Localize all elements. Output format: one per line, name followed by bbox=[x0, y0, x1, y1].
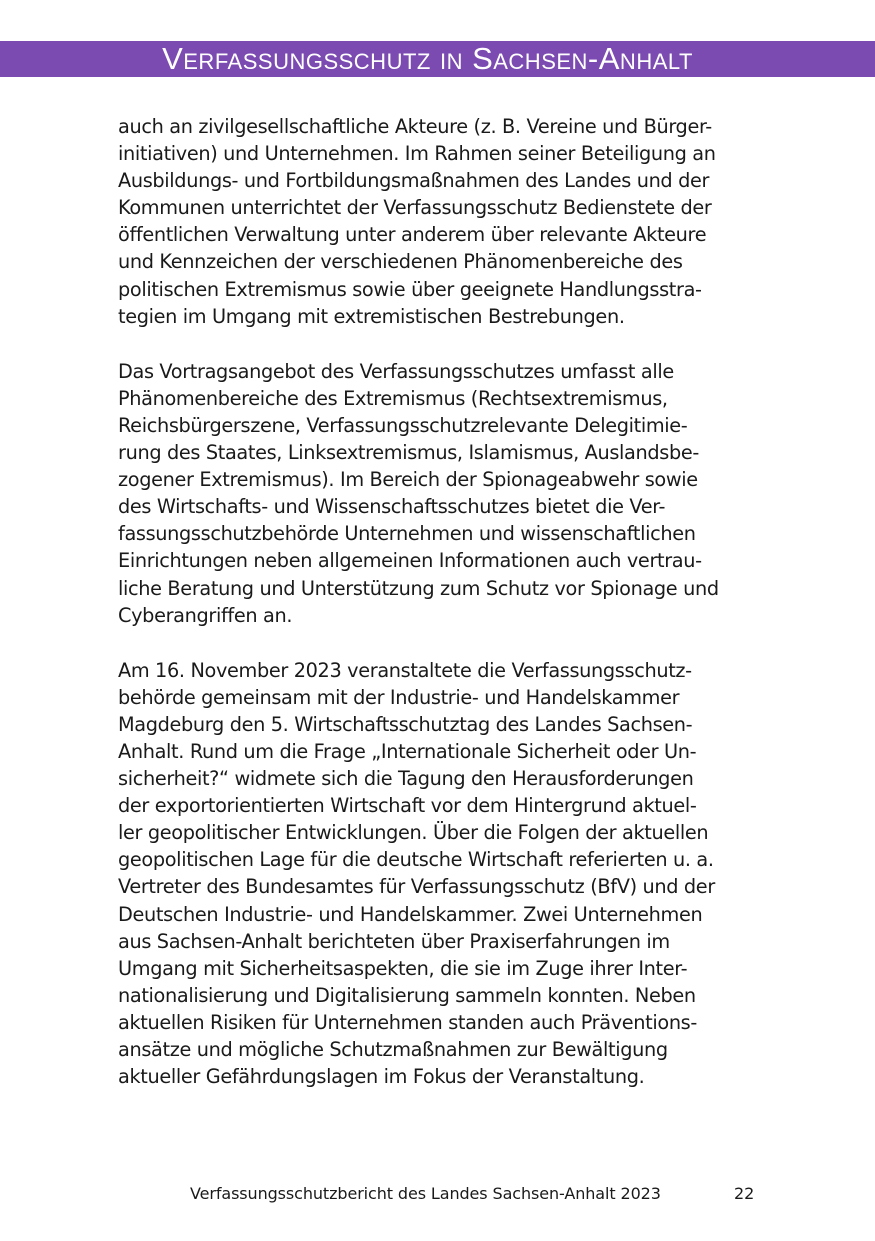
text-line: Kommunen unterrichtet der Verfassungsschutz Bedienstete der bbox=[118, 196, 712, 220]
text-line: Am 16. November 2023 veranstaltete die Verfassungsschutz- bbox=[118, 658, 692, 682]
header-bar bbox=[0, 41, 875, 77]
text-line: Vertreter des Bundesamtes für Verfassungsschutz (BfV) und der bbox=[118, 875, 715, 899]
text-line: aus Sachsen-Anhalt berichteten über Praxiserfahrungen im bbox=[118, 929, 670, 953]
page-footer bbox=[0, 1183, 875, 1207]
text-line: tegien im Umgang mit extremistischen Bestrebungen. bbox=[118, 304, 625, 328]
text-line: ler geopolitischer Entwicklungen. Über die Folgen der aktuellen bbox=[118, 821, 709, 845]
text-line: nationalisierung und Digitalisierung sammeln konnten. Neben bbox=[118, 983, 696, 1007]
text-line: Phänomenbereiche des Extremismus (Rechtsextremismus, bbox=[118, 386, 668, 410]
text-line: liche Beratung und Unterstützung zum Schutz vor Spionage und bbox=[118, 576, 719, 600]
text-line: Umgang mit Sicherheitsaspekten, die sie im Zuge ihrer Inter- bbox=[118, 956, 688, 980]
paragraph-3 bbox=[118, 657, 758, 1091]
text-line: rung des Staates, Linksextremismus, Islamismus, Auslandsbe- bbox=[118, 441, 699, 465]
text-line: geopolitischen Lage für die deutsche Wirtschaft referierten u. a. bbox=[118, 848, 714, 872]
text-line: zogener Extremismus). Im Bereich der Spionageabwehr sowie bbox=[118, 468, 698, 492]
page-number: 22 bbox=[734, 1184, 755, 1203]
text-line: politischen Extremismus sowie über geeignete Handlungsstra- bbox=[118, 277, 702, 301]
text-line: des Wirtschafts- und Wissenschaftsschutzes bietet die Ver- bbox=[118, 495, 666, 519]
body-text bbox=[118, 113, 758, 1118]
text-line: aktueller Gefährdungslagen im Fokus der Veranstaltung. bbox=[118, 1065, 645, 1089]
text-line: fassungsschutzbehörde Unternehmen und wissenschaftlichen bbox=[118, 522, 696, 546]
text-line: Cyberangriffen an. bbox=[118, 603, 293, 627]
paragraph-2 bbox=[118, 358, 758, 629]
text-line: Reichsbürgerszene, Verfassungsschutzrelevante Delegitimie- bbox=[118, 413, 688, 437]
text-line: Magdeburg den 5. Wirtschaftsschutztag des Landes Sachsen- bbox=[118, 712, 693, 736]
text-line: sicherheit?“ widmete sich die Tagung den Herausforderungen bbox=[118, 767, 694, 791]
text-line: behörde gemeinsam mit der Industrie- und Handelskammer bbox=[118, 685, 680, 709]
page-header-title: Verfassungsschutz in Sachsen-Anhalt bbox=[162, 41, 693, 76]
text-line: initiativen) und Unternehmen. Im Rahmen seiner Beteiligung an bbox=[118, 142, 716, 166]
text-line: auch an zivilgesellschaftliche Akteure (z. B. Vereine und Bürger- bbox=[118, 115, 712, 138]
text-line: Das Vortragsangebot des Verfassungsschutzes umfasst alle bbox=[118, 359, 674, 383]
text-line: Deutschen Industrie- und Handelskammer. Zwei Unternehmen bbox=[118, 902, 703, 926]
paragraph-1 bbox=[118, 113, 758, 330]
text-line: Ausbildungs- und Fortbildungsmaßnahmen des Landes und der bbox=[118, 169, 710, 193]
text-line: Anhalt. Rund um die Frage „Internationale Sicherheit oder Un- bbox=[118, 739, 697, 763]
text-line: Einrichtungen neben allgemeinen Informationen auch vertrau- bbox=[118, 549, 702, 573]
text-line: öffentlichen Verwaltung unter anderem über relevante Akteure bbox=[118, 223, 707, 247]
footer-report-title: Verfassungsschutzbericht des Landes Sachsen-Anhalt 2023 bbox=[190, 1184, 661, 1203]
text-line: der exportorientierten Wirtschaft vor dem Hintergrund aktuel- bbox=[118, 794, 697, 818]
text-line: aktuellen Risiken für Unternehmen standen auch Präventions- bbox=[118, 1010, 697, 1034]
text-line: ansätze und mögliche Schutzmaßnahmen zur Bewältigung bbox=[118, 1038, 668, 1061]
text-line: und Kennzeichen der verschiedenen Phänomenbereiche des bbox=[118, 250, 683, 274]
